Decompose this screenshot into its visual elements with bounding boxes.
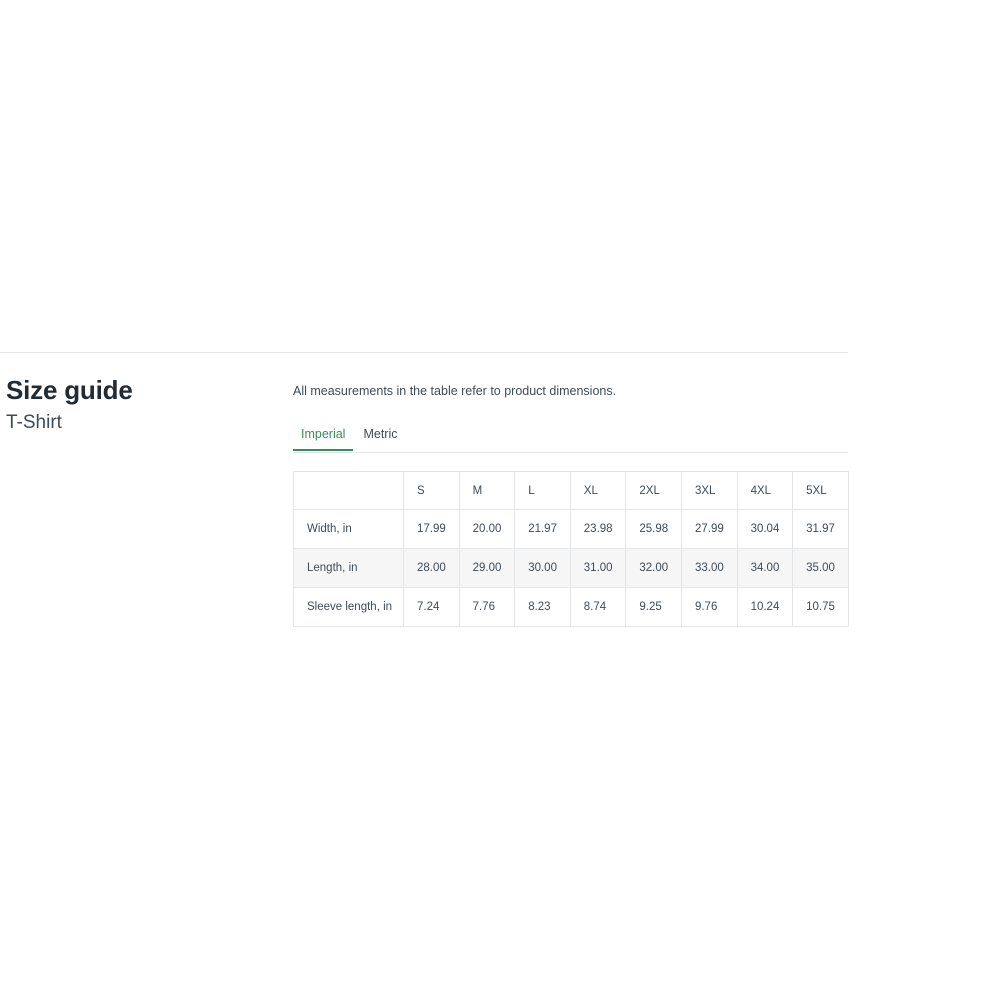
size-guide-main xyxy=(293,382,848,627)
cell-sleeve-5xl: 10.75 xyxy=(793,588,849,627)
column-header-m: M xyxy=(459,472,515,510)
cell-length-4xl: 34.00 xyxy=(737,549,793,588)
table-body xyxy=(294,510,849,627)
cell-width-3xl: 27.99 xyxy=(681,510,737,549)
cell-length-l: 30.00 xyxy=(515,549,571,588)
cell-sleeve-2xl: 9.25 xyxy=(626,588,682,627)
column-header-xl: XL xyxy=(570,472,626,510)
table-row xyxy=(294,549,849,588)
column-header-2xl: 2XL xyxy=(626,472,682,510)
cell-sleeve-l: 8.23 xyxy=(515,588,571,627)
cell-width-xl: 23.98 xyxy=(570,510,626,549)
section-divider xyxy=(0,352,848,353)
column-header-5xl: 5XL xyxy=(793,472,849,510)
cell-width-2xl: 25.98 xyxy=(626,510,682,549)
cell-sleeve-4xl: 10.24 xyxy=(737,588,793,627)
row-label-length: Length, in xyxy=(294,549,404,588)
table-header-row xyxy=(294,472,849,510)
cell-width-4xl: 30.04 xyxy=(737,510,793,549)
cell-length-xl: 31.00 xyxy=(570,549,626,588)
product-title: T-Shirt xyxy=(6,412,62,433)
cell-length-m: 29.00 xyxy=(459,549,515,588)
measurement-note: All measurements in the table refer to product dimensions. xyxy=(293,384,617,398)
table-row xyxy=(294,588,849,627)
table-header xyxy=(294,472,849,510)
row-label-sleeve-length: Sleeve length, in xyxy=(294,588,404,627)
cell-sleeve-3xl: 9.76 xyxy=(681,588,737,627)
row-label-width: Width, in xyxy=(294,510,404,549)
table-row xyxy=(294,510,849,549)
column-header-4xl: 4XL xyxy=(737,472,793,510)
column-header-3xl: 3XL xyxy=(681,472,737,510)
cell-width-l: 21.97 xyxy=(515,510,571,549)
column-header-l: L xyxy=(515,472,571,510)
cell-width-m: 20.00 xyxy=(459,510,515,549)
cell-width-5xl: 31.97 xyxy=(793,510,849,549)
tab-imperial[interactable]: Imperial xyxy=(293,426,353,451)
cell-length-2xl: 32.00 xyxy=(626,549,682,588)
tab-metric[interactable]: Metric xyxy=(355,426,405,451)
cell-sleeve-m: 7.76 xyxy=(459,588,515,627)
cell-length-s: 28.00 xyxy=(404,549,460,588)
size-guide-heading-block xyxy=(6,374,276,436)
cell-sleeve-s: 7.24 xyxy=(404,588,460,627)
cell-sleeve-xl: 8.74 xyxy=(570,588,626,627)
page-title: Size guide xyxy=(6,375,133,405)
cell-length-3xl: 33.00 xyxy=(681,549,737,588)
cell-length-5xl: 35.00 xyxy=(793,549,849,588)
unit-tabs xyxy=(293,426,848,453)
table-corner-cell xyxy=(294,472,404,510)
size-chart-table xyxy=(293,471,849,627)
column-header-s: S xyxy=(404,472,460,510)
cell-width-s: 17.99 xyxy=(404,510,460,549)
